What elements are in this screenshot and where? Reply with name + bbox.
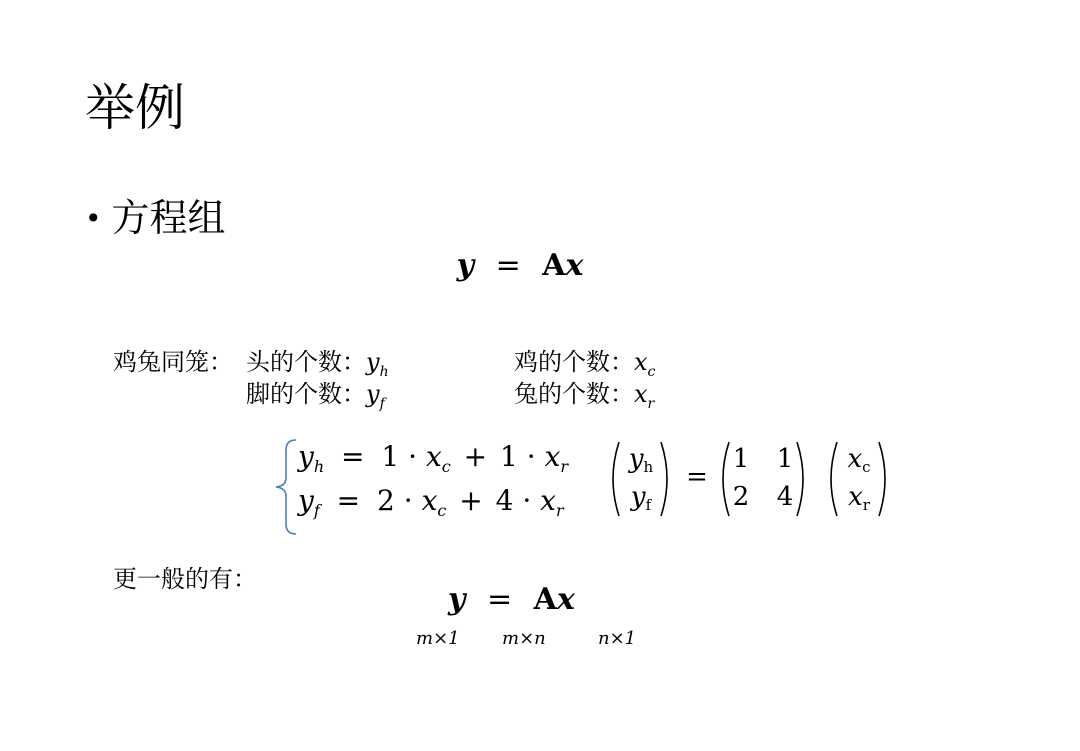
- general-label: 更一般的有：: [113, 565, 257, 593]
- sys1-s2: r: [560, 457, 569, 476]
- x-vec-0: $x_c$: [847, 444, 871, 476]
- heads-label: 头的个数：: [246, 348, 366, 376]
- feet-var: y: [366, 380, 380, 408]
- heads-sub: h: [379, 364, 389, 380]
- bullet-item: [85, 196, 226, 242]
- eq-top-equals: =: [495, 248, 521, 283]
- eq-gen-A: A: [533, 582, 557, 617]
- sys2-plus: +: [459, 484, 483, 517]
- heads-row: [246, 348, 389, 381]
- eq-gen-x: x: [556, 582, 575, 617]
- sys1-plus: +: [463, 440, 488, 473]
- dim-x: n×1: [598, 628, 637, 649]
- feet-sub: f: [379, 396, 385, 412]
- equation-top: [0, 248, 1040, 283]
- sys2-eq: =: [336, 484, 361, 517]
- eq-gen-y: y: [448, 582, 466, 617]
- problem-label: 鸡兔同笼：: [113, 348, 233, 376]
- matrix-equation: [605, 438, 895, 520]
- sys1-lhs-sub: h: [313, 457, 325, 476]
- chickens-sub: c: [647, 364, 656, 380]
- system-brace-icon: [270, 438, 300, 536]
- A-00: 1: [732, 444, 750, 474]
- sys2-dot2: ·: [522, 484, 532, 517]
- system-line-1: [298, 440, 568, 476]
- bullet-text: 方程组: [111, 196, 226, 240]
- sys2-dot1: ·: [403, 484, 413, 517]
- A-10: 2: [732, 482, 750, 512]
- chickens-label: 鸡的个数：: [514, 348, 634, 376]
- sys2-lhs: y: [298, 484, 314, 517]
- y-vec-0: $y_h$: [628, 444, 654, 476]
- sys1-c1: 1: [381, 440, 400, 473]
- dim-A: m×n: [502, 628, 546, 649]
- sys1-dot1: ·: [408, 440, 418, 473]
- y-vec-1: $y_f$: [630, 482, 652, 514]
- sys1-c2: 1: [500, 440, 518, 473]
- sys2-v2: x: [540, 484, 556, 517]
- chickens-var: x: [634, 348, 648, 376]
- rabbits-label: 兔的个数：: [514, 380, 634, 408]
- sys2-lhs-sub: f: [313, 501, 320, 520]
- sys2-s2: r: [555, 501, 564, 520]
- chickens-row: [514, 348, 655, 381]
- heads-var: y: [366, 348, 380, 376]
- equation-general: [448, 582, 575, 617]
- A-01: 1: [776, 444, 794, 474]
- rabbits-var: x: [634, 380, 648, 408]
- sys2-c1: 2: [377, 484, 395, 517]
- sys2-s1: c: [437, 501, 447, 520]
- rabbits-sub: r: [647, 396, 655, 412]
- eq-top-A: A: [542, 248, 566, 283]
- eq-top-y: y: [456, 248, 475, 283]
- feet-row: [246, 380, 385, 413]
- sys1-eq: =: [341, 440, 365, 473]
- slide-title: 举例: [85, 79, 185, 137]
- sys2-v1: x: [421, 484, 438, 517]
- sys1-v1: x: [425, 440, 442, 473]
- feet-label: 脚的个数：: [246, 380, 366, 408]
- sys1-v2: x: [544, 440, 561, 473]
- rabbits-row: [514, 380, 654, 413]
- sys1-lhs: y: [298, 440, 314, 473]
- matrix-equals: =: [686, 462, 708, 492]
- sys1-dot2: ·: [526, 440, 536, 473]
- A-11: 4: [776, 482, 794, 512]
- system-line-2: [298, 484, 564, 520]
- sys1-s1: c: [441, 457, 451, 476]
- dim-y: m×1: [416, 628, 460, 649]
- eq-top-x: x: [565, 248, 584, 283]
- sys2-c2: 4: [495, 484, 514, 517]
- x-vec-1: $x_r$: [848, 482, 870, 514]
- bullet-dot-icon: •: [85, 202, 102, 235]
- eq-gen-equals: =: [486, 582, 513, 617]
